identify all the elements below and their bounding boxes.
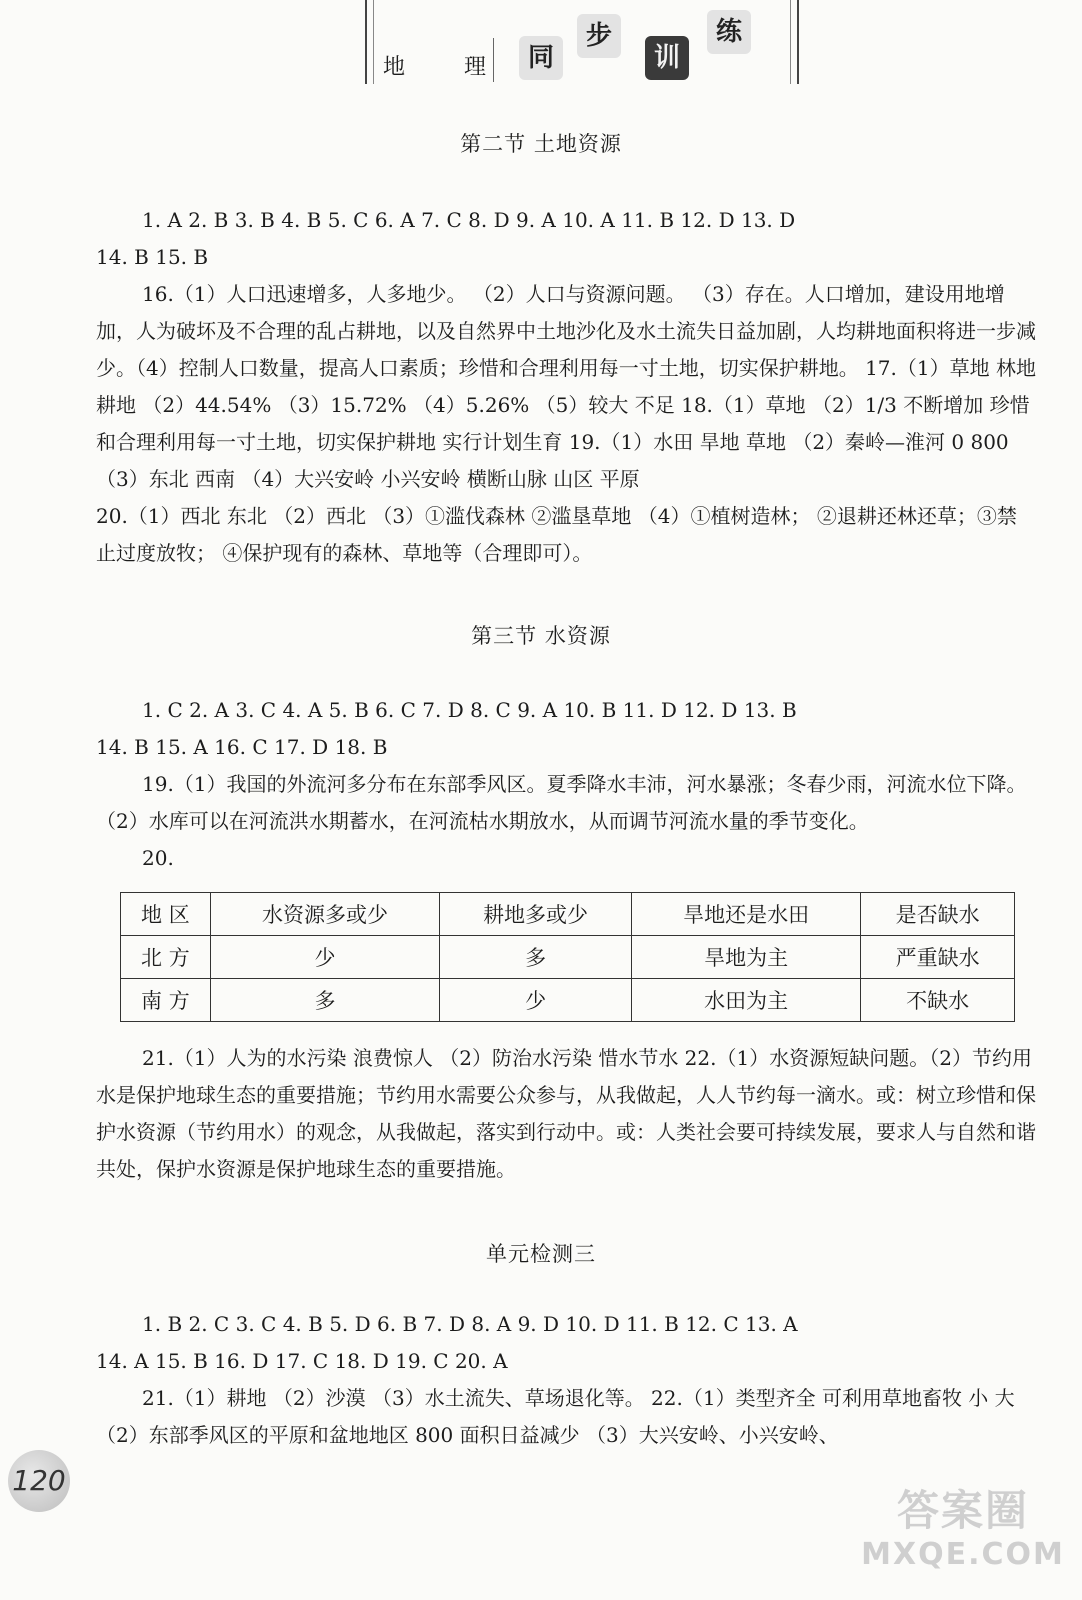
- table-cell: 少: [210, 936, 440, 979]
- header-divider: [493, 38, 494, 82]
- section-body-water: [96, 692, 1036, 877]
- answer-line: 1. A 2. B 3. B 4. B 5. C 6. A 7. C 8. D 9. A 10. A 11. B 12. D 13. D: [142, 208, 796, 232]
- page-header: [365, 0, 799, 84]
- header-rule-left: [373, 0, 374, 84]
- answer-paragraph: 19.（1）我国的外流河多分布在东部季风区。夏季降水丰沛，河水暴涨；冬春少雨，河流水位下降。（2）水库可以在河流洪水期蓄水，在河流枯水期放水，从而调节河流水量的季节变化。: [96, 772, 1027, 833]
- answer-line: 14. A 15. B 16. D 17. C 18. D 19. C 20. A: [96, 1349, 508, 1373]
- answer-paragraph: 16.（1）人口迅速增多，人多地少。 （2）人口与资源问题。 （3）存在。人口增加，建设用地增加，人为破坏及不合理的乱占耕地，以及自然界中土地沙化及水土流失日益加剧，人均耕地面积将进一步减少。（4）控制人口数量，提高人口素质；珍惜和合理利用每一寸土地，切实保护耕地。 17.（1）草地 林地 耕地 （2）44.54% （3）15.72% （4）5.26% （5）较大 不足 18.（1）草地 （2）1/3 不断增加 珍惜和合理利用每一寸土地，切实保护耕地 实行计划生育 19.（1）水田 旱地 草地 （2）秦岭—淮河 0 800 （3）东北 西南 （4）大兴安岭 小兴安岭 横断山脉 山区 平原: [96, 282, 1036, 491]
- answer-paragraph: 21.（1）耕地 （2）沙漠 （3）水土流失、草场退化等。 22.（1）类型齐全 可利用草地畜牧 小 大 （2）东部季风区的平原和盆地地区 800 面积日益减少 （3）大兴安岭、小兴安岭、: [96, 1386, 1015, 1447]
- answer-line: 1. B 2. C 3. C 4. B 5. D 6. B 7. D 8. A 9. D 10. D 11. B 12. C 13. A: [142, 1312, 798, 1336]
- table-header-cell: 旱地还是水田: [631, 893, 861, 936]
- table-row: [121, 979, 1015, 1022]
- table-row: [121, 936, 1015, 979]
- subject-label: 地 理: [383, 55, 512, 80]
- table-cell: 多: [440, 936, 632, 979]
- answer-line: 1. C 2. A 3. C 4. A 5. B 6. C 7. D 8. C 9. A 10. B 11. D 12. D 13. B: [142, 698, 797, 722]
- watermark-url: MXQE.COM: [861, 1537, 1065, 1572]
- brand-char-2: 步: [577, 14, 621, 58]
- watermark-logo: 答案圈: [896, 1486, 1029, 1535]
- section-body-unit-test: [96, 1306, 1036, 1454]
- section-title-water: 第三节 水资源: [471, 624, 611, 648]
- brand-char-3: 训: [645, 36, 689, 80]
- section-title-unit-test: 单元检测三: [486, 1242, 596, 1266]
- table-header-cell: 是否缺水: [861, 893, 1015, 936]
- section-body-water-cont: [96, 1040, 1036, 1188]
- answer-line: 14. B 15. A 16. C 17. D 18. B: [96, 735, 388, 759]
- table-header-cell: 地 区: [121, 893, 211, 936]
- table-header-cell: 水资源多或少: [210, 893, 440, 936]
- answer-paragraph: 20.（1）西北 东北 （2）西北 （3）①滥伐森林 ②滥垦草地 （4）①植树造林； ②退耕还林还草；③禁止过度放牧； ④保护现有的森林、草地等（合理即可）。: [96, 504, 1017, 565]
- brand-char-1: 同: [519, 36, 563, 80]
- answer-paragraph: 21.（1）人为的水污染 浪费惊人 （2）防治水污染 惜水节水 22.（1）水资源短缺问题。（2）节约用水是保护地球生态的重要措施；节约用水需要公众参与，从我做起，人人节约每一滴水。或：树立珍惜和保护水资源（节约用水）的观念，从我做起，落实到行动中。或：人类社会要可持续发展，要求人与自然和谐共处，保护水资源是保护地球生态的重要措施。: [96, 1046, 1036, 1181]
- answer-line: 14. B 15. B: [96, 245, 209, 269]
- table-cell: 不缺水: [861, 979, 1015, 1022]
- section-title-land: 第二节 土地资源: [460, 132, 622, 156]
- table-cell: 少: [440, 979, 632, 1022]
- table-cell: 旱地为主: [631, 936, 861, 979]
- table-header-row: [121, 893, 1015, 936]
- header-rule-right: [790, 0, 791, 84]
- table-cell: 多: [210, 979, 440, 1022]
- watermark: [858, 1485, 1068, 1585]
- table-cell: 严重缺水: [861, 936, 1015, 979]
- water-resource-table: [120, 892, 1015, 1022]
- answer-paragraph: 20.: [142, 846, 174, 870]
- page-number: 120: [8, 1450, 70, 1512]
- table-header-cell: 耕地多或少: [440, 893, 632, 936]
- section-body-land: [96, 202, 1036, 572]
- table-cell: 南 方: [121, 979, 211, 1022]
- table-cell: 北 方: [121, 936, 211, 979]
- brand-char-4: 练: [707, 10, 751, 54]
- table-cell: 水田为主: [631, 979, 861, 1022]
